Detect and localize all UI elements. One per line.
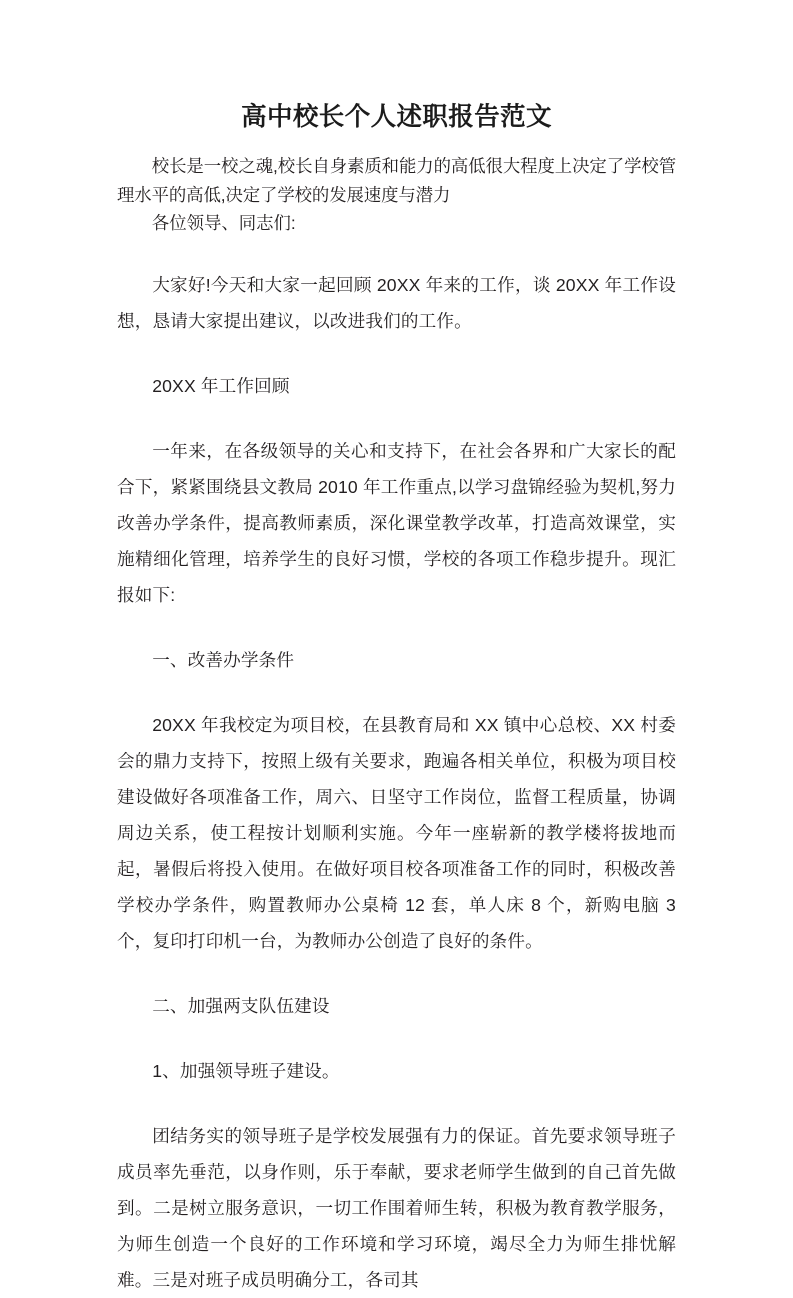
lead-paragraph: 校长是一校之魂,校长自身素质和能力的高低很大程度上决定了学校管理水平的高低,决定了学校的发展速度与潜力 (117, 156, 676, 205)
section-heading-year-review: 20XX 年工作回顾 (152, 376, 290, 396)
section-two-sub-one-paragraph: 团结务实的领导班子是学校发展强有力的保证。首先要求领导班子成员率先垂范，以身作则，乐于奉献，要求老师学生做到的自己首先做到。二是树立服务意识，一切工作围着师生转，积极为教育教学服务，为师生创造一个良好的工作环境和学习环境，竭尽全力为师生排忧解难。三是对班子成员明确分工，各司其 (117, 1126, 676, 1290)
page-title: 高中校长个人述职报告范文 (241, 103, 552, 131)
section-one-paragraph: 20XX 年我校定为项目校，在县教育局和 XX 镇中心总校、XX 村委会的鼎力支持下，按照上级有关要求，跑遍各相关单位，积极为项目校建设做好各项准备工作，周六、日坚守工作岗位，监督工程质量，协调周边关系，使工程按计划顺利实施。今年一座崭新的教学楼将拔地而起，暑假后将投入使用。在做好项目校各项准备工作的同时，积极改善学校办学条件，购置教师办公桌椅 12 套，单人床 8 个，新购电脑 3 个，复印打印机一台，为教师办公创造了良好的条件。 (117, 715, 676, 951)
greeting-paragraph: 大家好!今天和大家一起回顾 20XX 年来的工作，谈 20XX 年工作设想，恳请大家提出建议，以改进我们的工作。 (117, 275, 676, 331)
section-two-subheading-one: 1、加强领导班子建设。 (152, 1061, 340, 1081)
year-review-paragraph: 一年来，在各级领导的关心和支持下，在社会各界和广大家长的配合下，紧紧围绕县文教局 2010 年工作重点,以学习盘锦经验为契机,努力改善办学条件，提高教师素质，深化课堂教学改革，打造高效课堂，实施精细化管理，培养学生的良好习惯，学校的各项工作稳步提升。现汇报如下: (117, 441, 676, 605)
section-heading-one: 一、改善办学条件 (152, 650, 295, 670)
section-heading-two: 二、加强两支队伍建设 (152, 996, 330, 1016)
salutation-line: 各位领导、同志们: (151, 213, 296, 233)
